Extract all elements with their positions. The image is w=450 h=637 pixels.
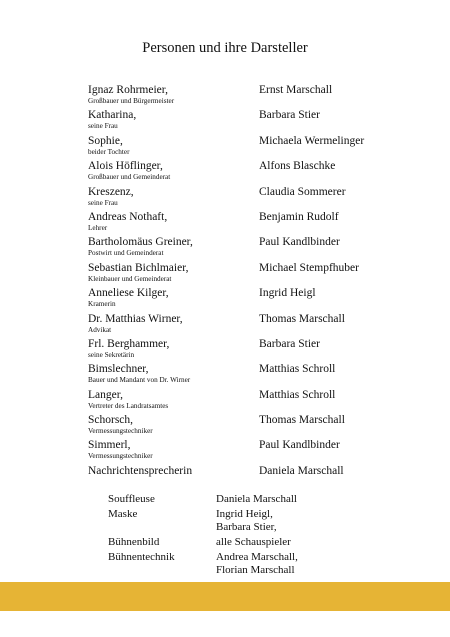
crew-role: Bühnentechnik (108, 551, 175, 563)
actor-name: Michael Stempfhuber (259, 261, 359, 274)
cast-row (88, 363, 388, 388)
crew-row (108, 508, 368, 534)
role-name: Nachrichtensprecherin (88, 464, 193, 477)
role-name: Anneliese Kilger, (88, 287, 169, 300)
cast-row (88, 262, 388, 287)
crew-role: Bühnenbild (108, 536, 160, 548)
crew-member: alle Schauspieler (216, 536, 291, 548)
cast-row (88, 287, 388, 312)
cast-row (88, 465, 388, 490)
role-name: Katharina, (88, 109, 137, 122)
cast-row (88, 109, 388, 134)
crew-row (108, 536, 368, 549)
crew-members (216, 508, 277, 534)
cast-row (88, 236, 388, 261)
cast-row (88, 414, 388, 439)
role-name: Simmerl, (88, 439, 131, 452)
actor-name: Paul Kandlbinder (259, 439, 340, 452)
crew-row (108, 551, 368, 577)
role-description: Advikat (88, 325, 112, 334)
cast-row (88, 160, 388, 185)
role-description: seine Sekretärin (88, 350, 135, 359)
role-name: Langer, (88, 388, 123, 401)
role-name: Frl. Berghammer, (88, 337, 170, 350)
cast-row (88, 389, 388, 414)
crew-member: Barbara Stier, (216, 521, 277, 533)
actor-name: Daniela Marschall (259, 464, 344, 477)
actor-name: Ingrid Heigl (259, 287, 316, 300)
actor-name: Barbara Stier (259, 109, 320, 122)
footer-band (0, 582, 450, 611)
crew-role: Souffleuse (108, 493, 155, 505)
role-name: Dr. Matthias Wirner, (88, 312, 183, 325)
crew-members (216, 493, 297, 506)
crew-member: Ingrid Heigl, (216, 508, 273, 520)
actor-name: Ernst Marschall (259, 84, 333, 96)
actor-name: Claudia Sommerer (259, 185, 346, 198)
crew-role: Maske (108, 508, 138, 520)
role-name: Sophie, (88, 134, 123, 147)
cast-row (88, 84, 388, 109)
role-name: Sebastian Bichlmaier, (88, 261, 189, 274)
role-description: Bauer und Mandant von Dr. Wirner (88, 376, 191, 385)
crew-member: Florian Marschall (216, 564, 295, 576)
cast-list (88, 84, 388, 490)
page-title: Personen und ihre Darsteller (142, 40, 308, 56)
cast-row (88, 338, 388, 363)
role-description: seine Frau (88, 198, 118, 207)
actor-name: Matthias Schroll (259, 363, 336, 376)
role-name: Bartholomäus Greiner, (88, 236, 193, 249)
cast-row (88, 439, 388, 464)
cast-row (88, 186, 388, 211)
actor-name: Thomas Marschall (259, 414, 345, 427)
role-name: Ignaz Rohrmeier, (88, 84, 169, 96)
role-name: Alois Höflinger, (88, 160, 163, 173)
crew-list (108, 493, 368, 579)
role-description: Vermessungstechniker (88, 452, 153, 461)
crew-members (216, 551, 298, 577)
actor-name: Alfons Blaschke (259, 160, 336, 173)
actor-name: Thomas Marschall (259, 312, 345, 325)
cast-row (88, 135, 388, 160)
role-description: seine Frau (88, 122, 118, 131)
role-description: Vermessungstechniker (88, 427, 153, 436)
role-description: Lehrer (88, 223, 108, 232)
role-description: Vertreter des Landratsamtes (88, 401, 169, 410)
cast-row (88, 211, 388, 236)
role-name: Bimslechner, (88, 363, 149, 376)
role-description: Großbauer und Gemeinderat (88, 173, 171, 182)
role-name: Kreszenz, (88, 185, 134, 198)
actor-name: Barbara Stier (259, 337, 320, 350)
role-description: Großbauer und Bürgermeister (88, 97, 175, 105)
crew-members (216, 536, 291, 549)
actor-name: Paul Kandlbinder (259, 236, 340, 249)
crew-row (108, 493, 368, 506)
actor-name: Matthias Schroll (259, 388, 336, 401)
cast-row (88, 313, 388, 338)
role-description: beider Tochter (88, 147, 130, 156)
crew-member: Daniela Marschall (216, 493, 297, 505)
role-description: Postwirt und Gemeinderat (88, 249, 164, 258)
role-description: Kleinbauer und Gemeinderat (88, 274, 172, 283)
role-description: Kramerin (88, 300, 116, 309)
actor-name: Benjamin Rudolf (259, 210, 339, 223)
actor-name: Michaela Wermelinger (259, 134, 365, 147)
role-name: Schorsch, (88, 414, 134, 427)
crew-member: Andrea Marschall, (216, 551, 298, 563)
role-name: Andreas Nothaft, (88, 210, 168, 223)
